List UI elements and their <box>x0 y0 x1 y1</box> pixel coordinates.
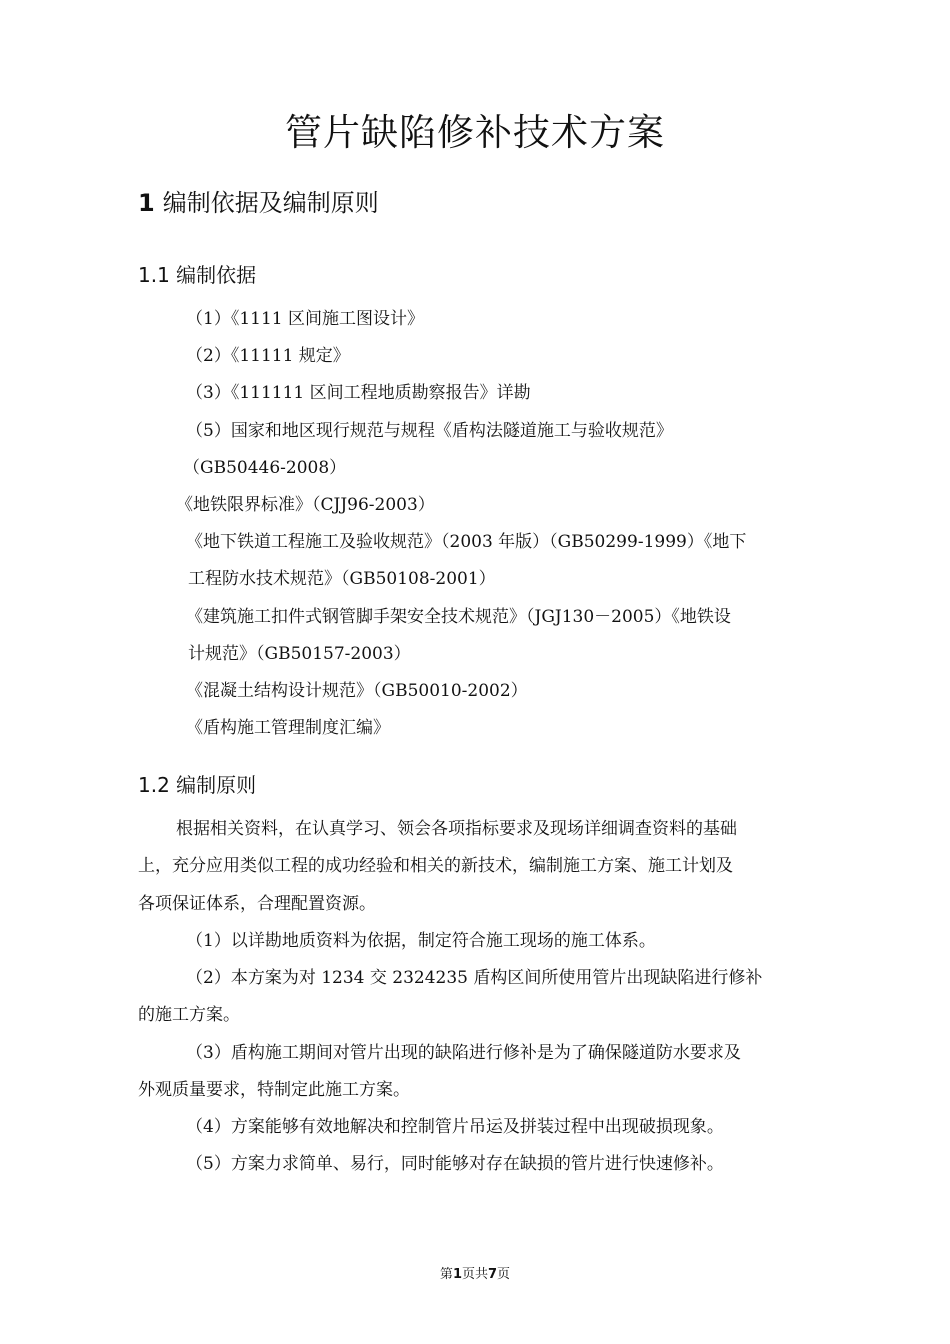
section-1-2-heading: 1.2 编制原则 <box>138 773 257 797</box>
basis-line: （5）国家和地区现行规范与规程《盾构法隧道施工与验收规范》 <box>186 421 673 441</box>
principle-line: （1）以详勘地质资料为依据，制定符合施工现场的施工体系。 <box>186 931 656 951</box>
section-1-1-heading: 1.1 编制依据 <box>138 263 257 287</box>
principle-line: 外观质量要求，特制定此施工方案。 <box>138 1080 410 1100</box>
footer-page-number: 1 <box>452 1267 462 1282</box>
page-footer <box>0 1263 950 1282</box>
principle-line: 上，充分应用类似工程的成功经验和相关的新技术，编制施工方案、施工计划及 <box>138 856 733 876</box>
principle-line: （3）盾构施工期间对管片出现的缺陷进行修补是为了确保隧道防水要求及 <box>186 1043 741 1063</box>
section-1-title: 编制依据及编制原则 <box>162 189 379 217</box>
footer-prefix: 第 <box>439 1267 453 1282</box>
principle-line: （4）方案能够有效地解决和控制管片吊运及拼装过程中出现破损现象。 <box>186 1117 724 1137</box>
basis-line: （3）《111111 区间工程地质勘察报告》详勘 <box>186 383 531 403</box>
footer-total-pages: 7 <box>488 1267 498 1282</box>
basis-line: 《混凝土结构设计规范》（GB50010-2002） <box>186 681 528 701</box>
section-1-heading <box>138 183 379 218</box>
footer-middle: 页共 <box>461 1267 488 1282</box>
basis-line: （1）《1111 区间施工图设计》 <box>186 309 424 329</box>
section-1-number: 1 <box>138 189 155 217</box>
basis-line: 《地铁限界标准》（CJJ96-2003） <box>176 495 435 515</box>
basis-line: 计规范》（GB50157-2003） <box>188 644 411 664</box>
principle-line: （2）本方案为对 1234 交 2324235 盾构区间所使用管片出现缺陷进行修补 <box>186 968 763 988</box>
principle-line: 各项保证体系，合理配置资源。 <box>138 894 376 914</box>
footer-suffix: 页 <box>497 1267 511 1282</box>
basis-line: 工程防水技术规范》（GB50108-2001） <box>188 569 496 589</box>
basis-line: （2）《11111 规定》 <box>186 346 350 366</box>
basis-line: 《地下铁道工程施工及验收规范》（2003 年版）（GB50299-1999）《地下 <box>186 532 747 552</box>
basis-line: （GB50446-2008） <box>183 458 347 478</box>
basis-line: 《盾构施工管理制度汇编》 <box>186 718 390 738</box>
principle-line: （5）方案力求简单、易行，同时能够对存在缺损的管片进行快速修补。 <box>186 1154 724 1174</box>
principle-line: 的施工方案。 <box>138 1005 240 1025</box>
basis-line: 《建筑施工扣件式钢管脚手架安全技术规范》（JGJ130－2005）《地铁设 <box>186 607 731 627</box>
document-title: 管片缺陷修补技术方案 <box>285 111 665 154</box>
principle-line: 根据相关资料，在认真学习、领会各项指标要求及现场详细调查资料的基础 <box>176 819 737 839</box>
